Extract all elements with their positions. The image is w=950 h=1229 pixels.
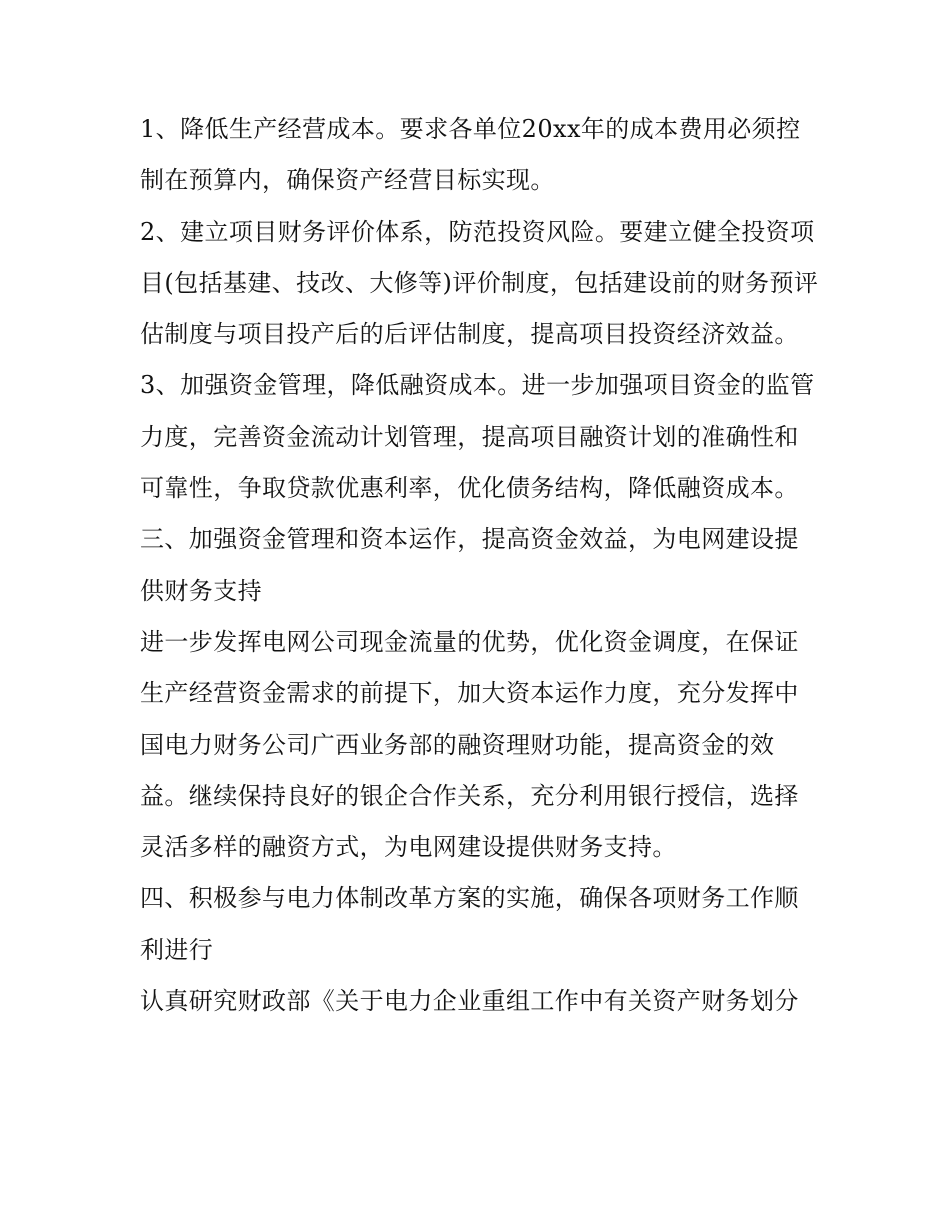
section-heading-three: 三、加强资金管理和资本运作，提高资金效益，为电网建设提供财务支持 <box>140 525 799 605</box>
paragraph-cost-reduction: 1、降低生产经营成本。要求各单位20xx年的成本费用必须控制在预算内，确保资产经营目标实现。 <box>140 115 801 195</box>
paragraph-project-evaluation: 2、建立项目财务评价体系，防范投资风险。要建立健全投资项目(包括基建、技改、大修等)评价制度，包括建设前的财务预评估制度与项目投产后的后评估制度，提高项目投资经济效益。 <box>140 217 819 349</box>
section-heading-four: 四、积极参与电力体制改革方案的实施，确保各项财务工作顺利进行 <box>140 884 799 964</box>
paragraph-research: 认真研究财政部《关于电力企业重组工作中有关资产财务划分 <box>140 987 799 1016</box>
document-body <box>140 104 820 1027</box>
paragraph-cash-flow: 进一步发挥电网公司现金流量的优势，优化资金调度，在保证生产经营资金需求的前提下，加大资本运作力度，充分发挥中国电力财务公司广西业务部的融资理财功能，提高资金的效益。继续保持良好的银企合作关系，充分利用银行授信，选择灵活多样的融资方式，为电网建设提供财务支持。 <box>140 627 799 862</box>
paragraph-fund-management: 3、加强资金管理，降低融资成本。进一步加强项目资金的监管力度，完善资金流动计划管理，提高项目融资计划的准确性和可靠性，争取贷款优惠利率，优化债务结构，降低融资成本。 <box>140 371 815 503</box>
